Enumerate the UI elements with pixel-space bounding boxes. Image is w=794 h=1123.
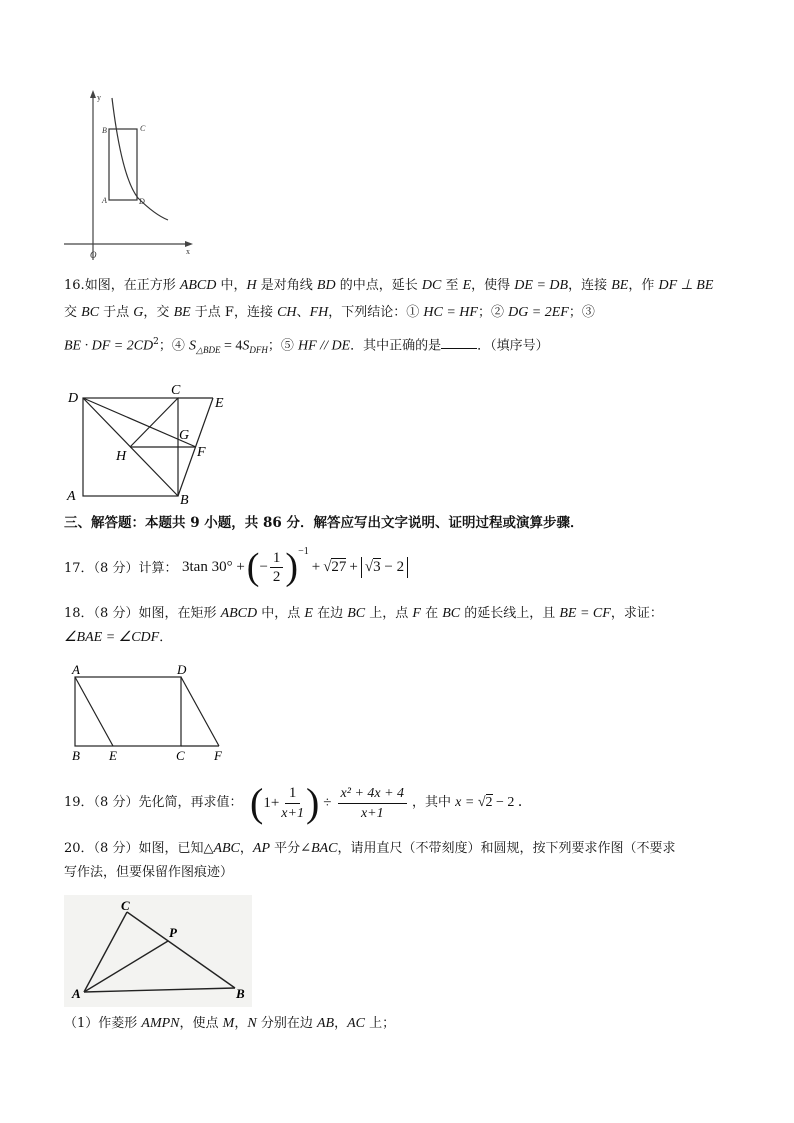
fig16-label-b: B bbox=[180, 493, 189, 506]
q20-triangle-figure bbox=[64, 895, 252, 1007]
q19-fraction-2: $\frac{\text{x² + 4x + 4}}{x+1}$ bbox=[338, 784, 408, 823]
answer-blank[interactable] bbox=[441, 336, 477, 349]
q17-line: 17．（8 分）计算： bbox=[64, 561, 178, 576]
segment-hc bbox=[130, 398, 178, 447]
q16-line2: 交 BC 于点 G，交 BE 于点 F，连接 CH、FH，下列结论：① HC = HF；② DG = 2EF；③ bbox=[64, 305, 595, 320]
label-b: B bbox=[102, 126, 107, 135]
fig18-label-c: C bbox=[176, 748, 185, 763]
y-axis-arrow bbox=[90, 90, 96, 98]
q17-fraction: $\frac{1}{2}$ bbox=[270, 549, 284, 586]
q20-sub1: （1）作菱形 AMPN，使点 M，N 分别在边 AB，AC 上； bbox=[64, 1016, 396, 1031]
q20-line2: 写作法，但要保留作图痕迹） bbox=[64, 865, 234, 880]
fig18-label-e: E bbox=[109, 748, 117, 763]
q18-rectangle-figure bbox=[62, 660, 232, 766]
label-c: C bbox=[140, 124, 146, 133]
label-y: y bbox=[97, 93, 101, 102]
fig16-label-a: A bbox=[67, 489, 76, 504]
q19-label: 19．（8 分）先化简，再求值： bbox=[64, 795, 243, 810]
fig16-label-d: D bbox=[68, 391, 79, 406]
label-d: D bbox=[139, 197, 145, 206]
fig18-label-a: A bbox=[72, 662, 80, 677]
segment-df bbox=[181, 677, 219, 746]
q18-line2: ∠BAE = ∠CDF． bbox=[64, 630, 173, 645]
section-3-heading: 三、解答题：本题共 9 小题，共 86 分．解答应写出文字说明、证明过程或演算步骤． bbox=[64, 515, 584, 531]
q17-expression: 3tan 30° + ( − $\frac{1}{2}$ ) $^{-1}$ + √ 27 + √3 − 2 bbox=[182, 544, 408, 590]
fig16-label-f: F bbox=[197, 445, 206, 460]
fig20-label-a: A bbox=[72, 986, 81, 1001]
q20-line1: 20．（8 分）如图，已知△ABC，AP 平分∠BAC，请用直尺（不带刻度）和圆规，按下列要求作图（不要求 bbox=[64, 841, 676, 856]
q19-fraction-1: $\frac{1}{x+1}$ bbox=[281, 784, 304, 821]
fig18-label-b: B bbox=[72, 748, 80, 763]
q19-expression: ( 1+ $\frac{1}{x+1}$ ) ÷ $\frac{\text{x² + 4x + 4}}{x+1}$ bbox=[250, 778, 409, 828]
fig20-label-c: C bbox=[121, 898, 130, 913]
fig16-label-e: E bbox=[215, 396, 224, 411]
label-origin: O bbox=[90, 250, 97, 260]
q18-line1: 18．（8 分）如图，在矩形 ABCD 中，点 E 在边 BC 上，点 F 在 BC 的延长线上，且 BE = CF，求证： bbox=[64, 606, 663, 621]
q16-square-figure bbox=[62, 380, 232, 506]
fig18-label-f: F bbox=[214, 748, 222, 763]
q15-graph-figure bbox=[60, 88, 200, 268]
q16-line1: 16.如图，在正方形 ABCD 中，H 是对角线 BD 的中点，延长 DC 至 E，使得 DE = DB，连接 BE，作 DF ⊥ BE bbox=[64, 278, 714, 293]
rectangle-abcd bbox=[75, 677, 181, 746]
q19-condition: ，其中 x = √2 − 2 ． bbox=[412, 795, 532, 810]
fig16-label-g: G bbox=[179, 428, 190, 443]
fig18-label-d: D bbox=[177, 662, 187, 677]
q16-number: 16. bbox=[64, 278, 85, 293]
segment-ae bbox=[75, 677, 113, 746]
fig20-label-p: P bbox=[169, 925, 177, 940]
label-a: A bbox=[102, 196, 107, 205]
fig20-label-b: B bbox=[236, 986, 245, 1001]
label-x: x bbox=[186, 247, 190, 256]
q16-line3: BE · DF = $2CD^2$；④ $S_{\triangle BDE} = 4S_{DFH}$；⑤ HF // DE．其中正确的是 ．（填序号） bbox=[64, 337, 549, 355]
fig16-label-h: H bbox=[116, 449, 127, 464]
fig16-label-c: C bbox=[171, 383, 181, 398]
